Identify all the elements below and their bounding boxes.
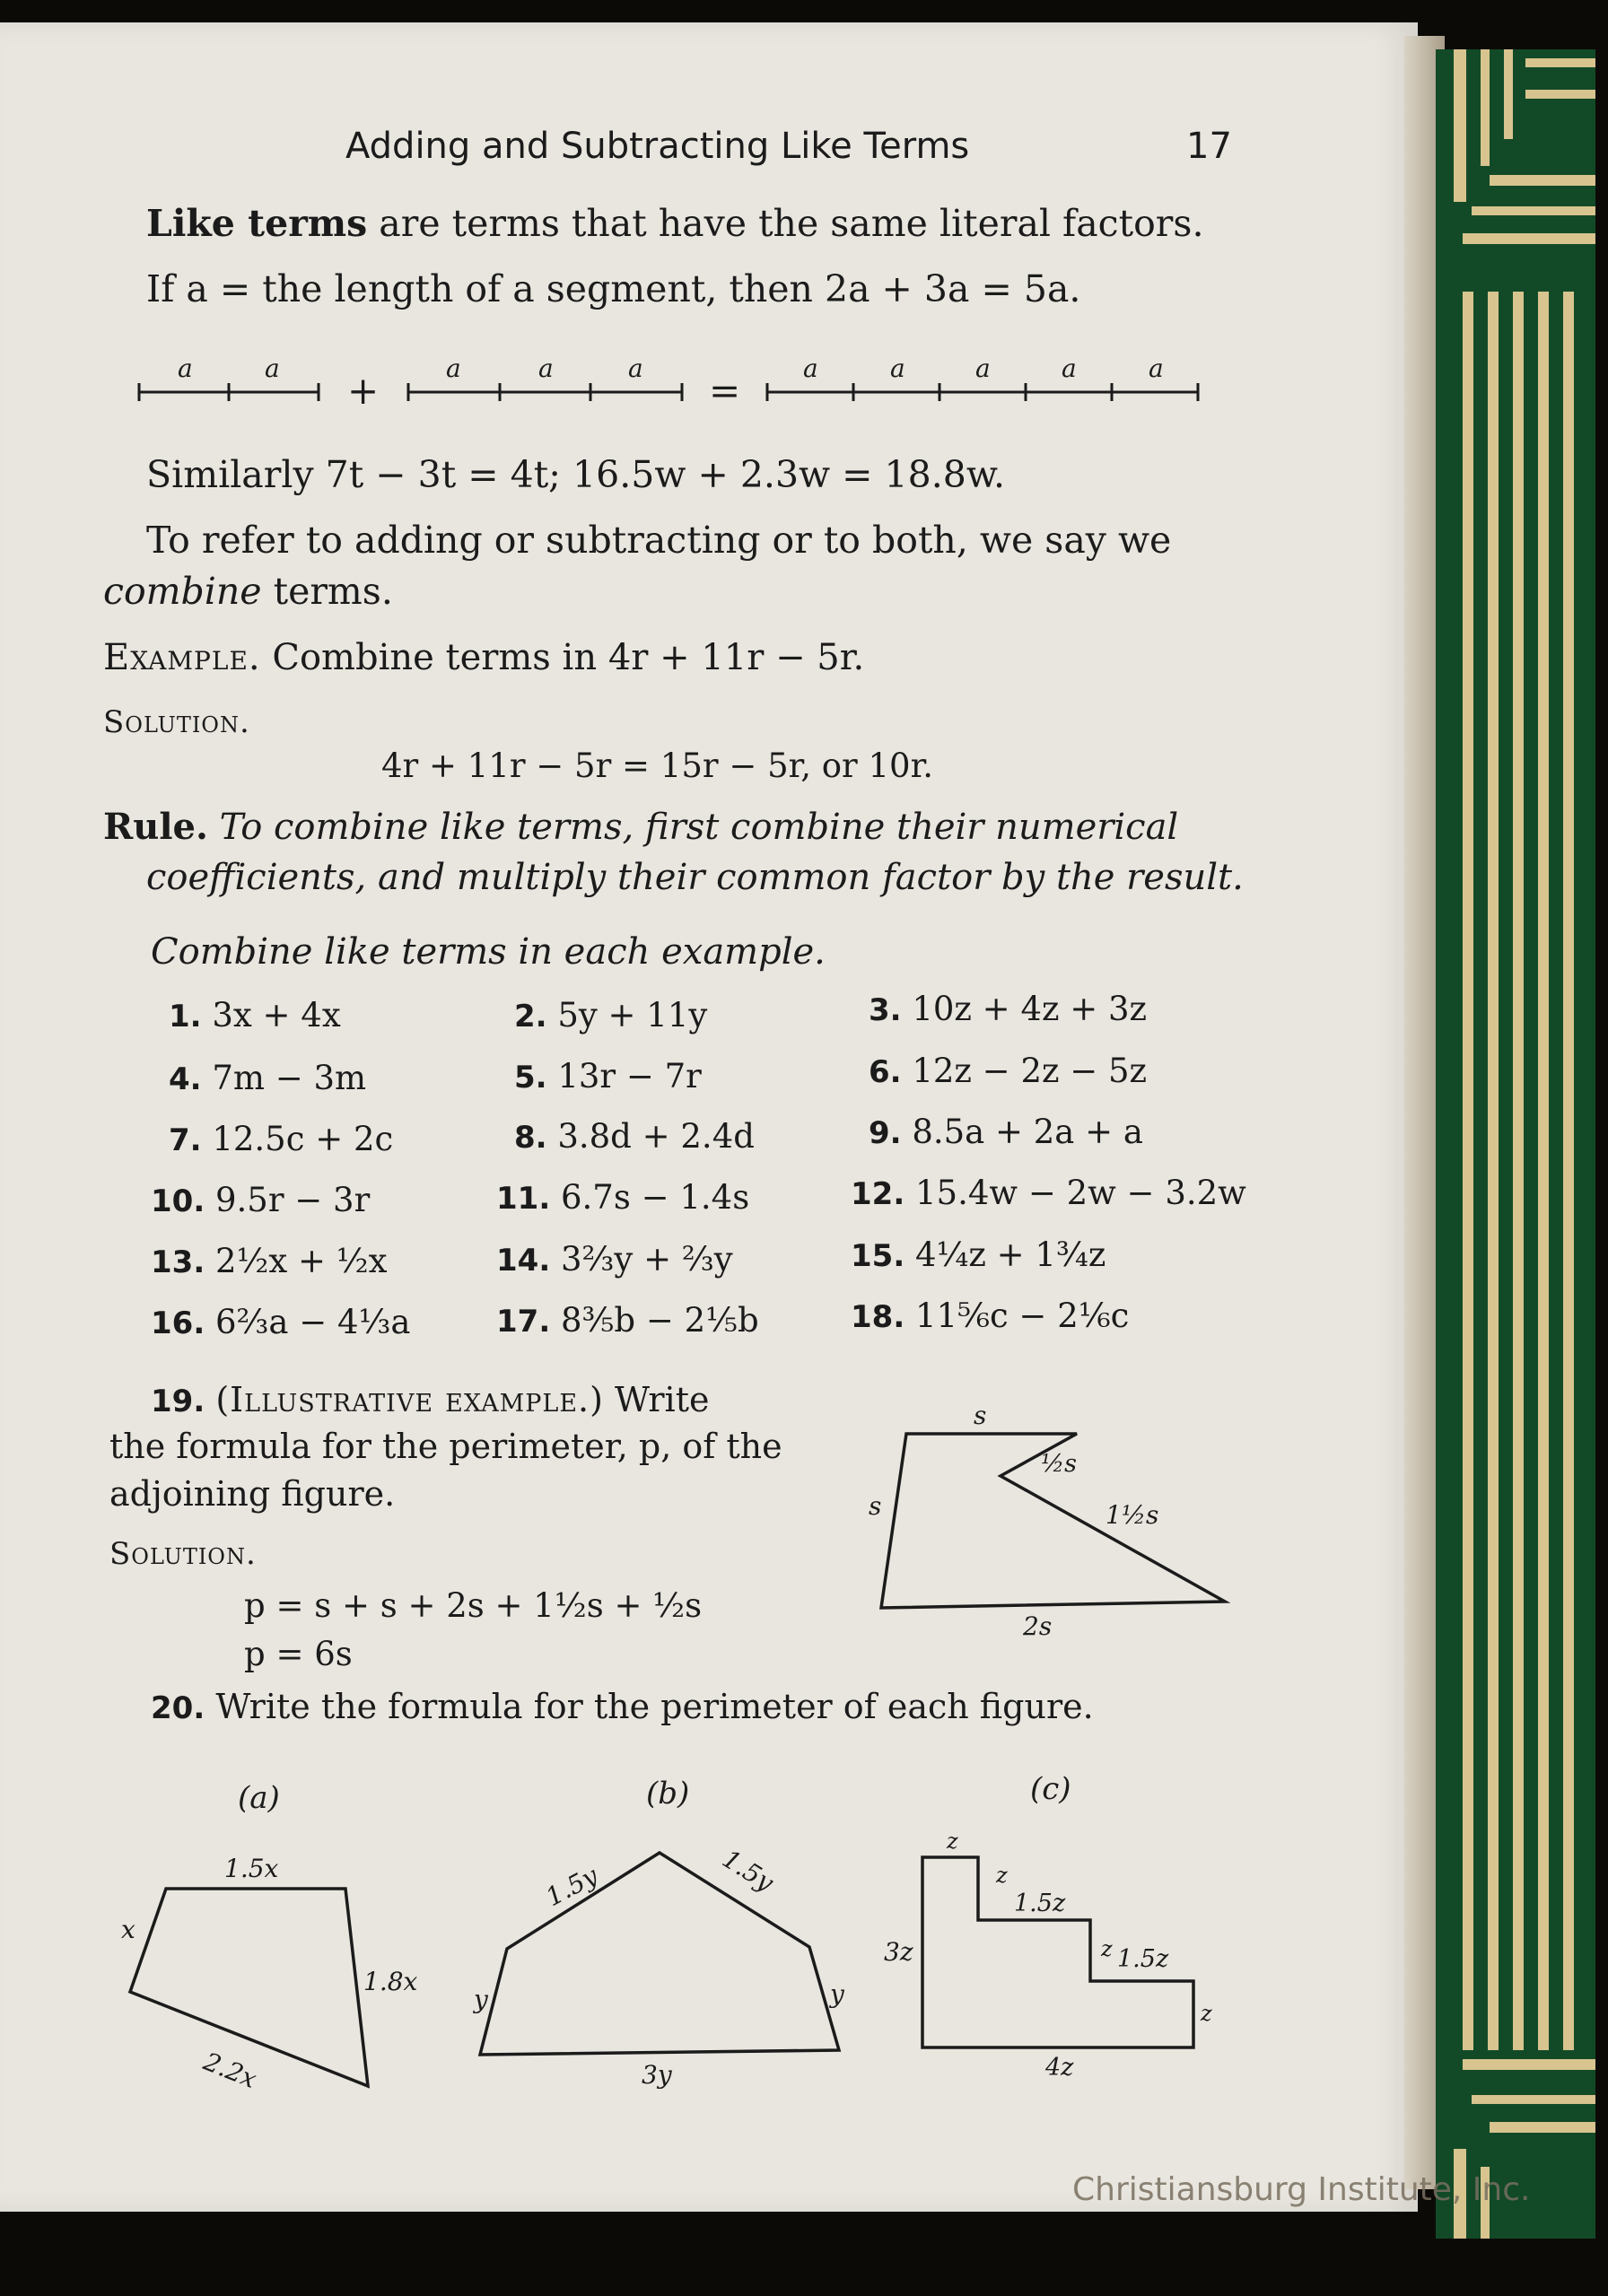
exercise-item: 11. 6.7s − 1.4s [496,1178,750,1217]
similarly-line: Similarly 7t − 3t = 4t; 16.5w + 2.3w = 18.8w. [146,453,1006,496]
exercise-item: 14. 3⅔y + ⅔y [496,1240,733,1279]
exercise-item: 2. 5y + 11y [514,996,708,1035]
solution-text: 4r + 11r − 5r = 15r − 5r, or 10r. [381,746,933,785]
exercise-item: 6. 12z − 2z − 5z [869,1052,1148,1090]
problem-19-write: Write [603,1380,710,1419]
fig-c-caption: (c) [1030,1771,1071,1807]
exercise-instruction: Combine like terms in each example. [151,931,826,973]
illustrative-label: (Illustrative example.) [215,1380,604,1419]
definition-text: are terms that have the same literal factors. [367,202,1204,245]
exercise-item: 10. 9.5r − 3r [151,1181,371,1219]
example-text: Combine terms in 4r + 11r − 5r. [260,637,865,678]
segment-label: a [628,354,643,383]
fig-b-upper-left-label: 1.5y [540,1860,603,1913]
rule-line-1 [103,806,1178,848]
fig-c-left-label: 3z [884,1937,913,1967]
exercise-item: 5. 13r − 7r [514,1057,702,1096]
exercise-item: 16. 6⅔a − 4⅓a [151,1303,411,1341]
problem-20-number: 20. [151,1690,205,1726]
refer-line: To refer to adding or subtracting or to both, we say we [146,519,1172,562]
fig-b-caption: (b) [646,1776,690,1811]
page-title: Adding and Subtracting Like Terms [345,126,970,167]
exercise-item: 12. 15.4w − 2w − 3.2w [851,1174,1246,1212]
solution-label: Solution. [103,704,250,740]
segment-label: a [1062,354,1077,383]
fig-b-left-label: y [474,1985,488,2014]
plus-sign: + [347,369,380,408]
figure-b [467,1759,861,2100]
problem-19-solution-2: p = 6s [244,1635,353,1673]
fig-c-bottom-label: 4z [1045,2054,1074,2082]
combine-term: combine [103,570,262,613]
fig19-bottom-label: 2s [1023,1611,1053,1641]
rule-line-2: coefficients, and multiply their common factor by the result. [146,857,1244,898]
problem-19-solution-label: Solution. [109,1536,257,1572]
exercise-item: 8. 3.8d + 2.4d [514,1117,755,1156]
segment-label: a [265,354,280,383]
segment-label: a [446,354,461,383]
problem-20-line [151,1687,1094,1726]
segment-label: a [538,354,554,383]
fig-a-caption: (a) [238,1780,280,1816]
equals-sign: = [709,369,741,408]
problem-19-number: 19. [151,1384,205,1419]
example-label: Example. [103,637,261,678]
segment-label: a [178,354,193,383]
page-number: 17 [1186,126,1232,167]
fig19-diag-label: 1½s [1106,1500,1159,1530]
fig-c-step1-label: 1.5z [1014,1890,1066,1917]
segment-label: a [975,354,991,383]
fig-c-step2-side-label: z [1101,1936,1113,1961]
problem-19-line-2: the formula for the perimeter, p, of the [109,1427,782,1466]
exercise-item: 4. 7m − 3m [169,1059,367,1097]
fig-c-top-label: z [947,1829,958,1854]
fig-b-bottom-label: 3y [642,2060,672,2090]
fig19-top-label: s [974,1401,987,1430]
fig-b-right-label: y [830,1979,844,2009]
exercise-item: 13. 2½x + ½x [151,1242,388,1280]
fig-a-left-label: x [121,1915,135,1944]
fig19-inner-label: ½s [1041,1450,1078,1478]
segment-label: a [890,354,905,383]
exercise-item: 3. 10z + 4z + 3z [869,990,1148,1028]
figure-19 [861,1400,1238,1651]
problem-19-line-1 [151,1380,709,1419]
rule-text-1: To combine like terms, first combine their numerical [219,807,1179,848]
problem-19-line-3: adjoining figure. [109,1474,396,1514]
exercise-item: 18. 11⅚c − 2⅙c [851,1296,1130,1335]
fig-c-step2-label: 1.5z [1117,1945,1169,1973]
combine-rest: terms. [261,570,393,613]
book-cover [1436,49,1595,2239]
watermark: Christiansburg Institute, Inc. [1072,2171,1531,2208]
combine-line [103,570,393,613]
exercise-item: 15. 4¼z + 1¾z [851,1235,1106,1274]
problem-19-solution-1: p = s + s + 2s + 1½s + ½s [244,1586,703,1625]
problem-20-text: Write the formula for the perimeter of each figure. [215,1687,1094,1726]
segment-intro: If a = the length of a segment, then 2a + 3a = 5a. [146,267,1081,310]
fig-b-upper-right-label: 1.5y [717,1843,779,1898]
fig-c-right-label: z [1201,2001,1212,2026]
like-terms-term: Like terms [146,202,368,245]
exercise-item: 17. 8⅗b − 2⅕b [496,1301,759,1340]
exercise-item: 1. 3x + 4x [169,996,341,1035]
fig19-left-label: s [869,1491,882,1521]
fig-c-step1-side-label: z [996,1863,1008,1888]
figure-c [870,1759,1247,2100]
fig-a-top-label: 1.5x [224,1854,279,1883]
cover-pattern [1436,49,1595,2239]
definition-line [146,202,1203,245]
segment-diagram [135,354,1211,408]
segment-label: a [1149,354,1164,383]
segment-label: a [803,354,818,383]
example-line [103,637,864,678]
fig-a-bottom-label: 2.2x [199,2046,261,2095]
exercise-item: 9. 8.5a + 2a + a [869,1113,1143,1151]
figure-a [108,1759,449,2100]
fig-a-right-label: 1.8x [363,1967,418,1996]
exercise-item: 7. 12.5c + 2c [169,1120,394,1158]
rule-label: Rule. [103,806,208,848]
